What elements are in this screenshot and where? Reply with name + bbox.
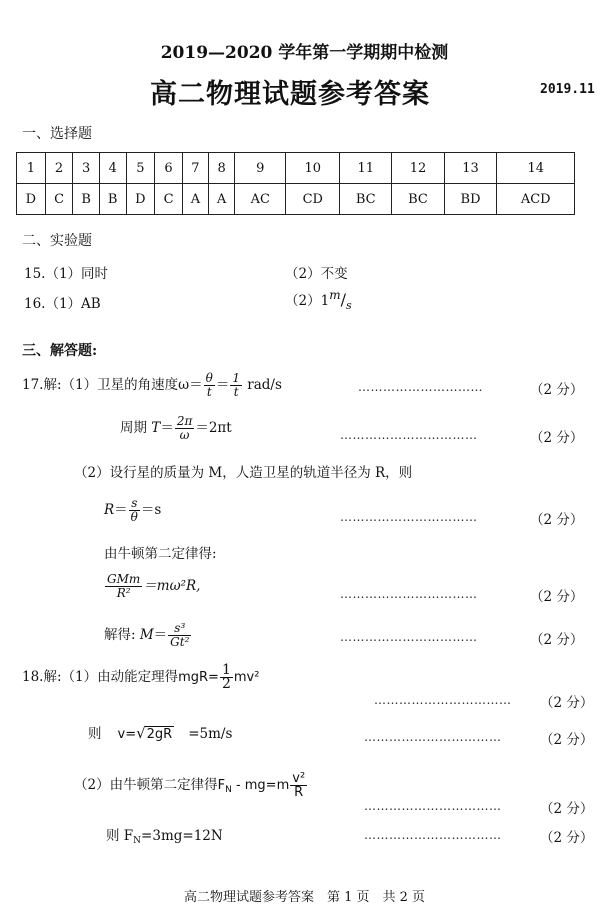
answer-7: A bbox=[182, 184, 208, 215]
q17-frac-2pi-omega: $\frac{2\pi}{\omega}$ bbox=[176, 414, 193, 442]
q17-gravity-eq: $\frac{\text{GMm}}{\text{R²}}$ ＝mω²R, bbox=[107, 572, 201, 600]
answer-8: A bbox=[209, 184, 235, 215]
q17-frac-theta-t: $\frac{\theta}{t}$ bbox=[205, 371, 213, 399]
score-17-4: （2 分） bbox=[530, 589, 584, 605]
answer-14: ACD bbox=[497, 184, 575, 215]
answer-2: C bbox=[45, 184, 73, 215]
q18-part1: 18.解:（1）由动能定理得mgR= $\frac{1}{2}$ mv² bbox=[22, 662, 260, 692]
q18-frac-half: $\frac{1}{2}$ bbox=[221, 662, 231, 692]
q17-part2: （2）设行星的质量为 M，人造卫星的轨道半径为 R，则 bbox=[74, 465, 413, 481]
q15-answer-2: （2）不变 bbox=[285, 266, 348, 282]
section3-heading: 三、解答题: bbox=[22, 343, 98, 359]
score-17-1: （2 分） bbox=[530, 382, 584, 398]
q17-frac-1-t: $\frac{1}{t}$ bbox=[232, 371, 240, 399]
q17-frac-s-theta: $\frac{s}{\theta}$ bbox=[130, 496, 138, 524]
date-label: 2019.11 bbox=[540, 82, 595, 97]
question-number-10: 10 bbox=[286, 153, 340, 184]
dots-18-2: …………………………… bbox=[364, 730, 502, 744]
score-17-5: （2 分） bbox=[530, 632, 584, 648]
q18-velocity: 则 v=√2gR =5m/s bbox=[88, 724, 233, 742]
question-number-6: 6 bbox=[155, 153, 183, 184]
answer-table bbox=[16, 152, 575, 215]
q17-newton: 由牛顿第二定律得: bbox=[104, 546, 217, 562]
dots-17-1: ………………………… bbox=[358, 380, 483, 394]
dots-18-3: …………………………… bbox=[364, 799, 502, 813]
dots-18-1: …………………………… bbox=[374, 693, 512, 707]
question-number-8: 8 bbox=[209, 153, 235, 184]
q17-frac-s3-Gt2: $\frac{\text{s³}}{\text{Gt²}}$ bbox=[170, 621, 190, 649]
q16-unit-den: s bbox=[345, 299, 352, 312]
question-number-2: 2 bbox=[45, 153, 73, 184]
score-17-3: （2 分） bbox=[530, 512, 584, 528]
q17-frac-GMm-R2: $\frac{\text{GMm}}{\text{R²}}$ bbox=[107, 572, 141, 600]
score-18-2: （2 分） bbox=[540, 732, 594, 748]
score-18-1: （2 分） bbox=[540, 695, 594, 711]
dots-17-3: …………………………… bbox=[340, 510, 478, 524]
q17-solution: 解得: M＝ $\frac{\text{s³}}{\text{Gt²}}$ bbox=[104, 621, 190, 649]
answer-key-title: 高二物理试题参考答案 bbox=[150, 79, 430, 110]
question-number-11: 11 bbox=[340, 153, 392, 184]
answer-10: CD bbox=[286, 184, 340, 215]
q16-answer-1: 16.（1）AB bbox=[24, 296, 101, 312]
section1-heading: 一、选择题 bbox=[22, 126, 92, 142]
q17-intro: 17.解:（1）卫星的角速度ω＝ bbox=[22, 377, 203, 393]
question-number-14: 14 bbox=[497, 153, 575, 184]
answer-4: B bbox=[99, 184, 126, 215]
q15-answer-1: 15.（1）同时 bbox=[24, 266, 109, 282]
question-number-3: 3 bbox=[73, 153, 100, 184]
dots-17-4: …………………………… bbox=[340, 587, 478, 601]
score-18-4: （2 分） bbox=[540, 830, 594, 846]
q16-value: （2）1 bbox=[285, 293, 330, 309]
answer-1: D bbox=[17, 184, 46, 215]
answer-6: C bbox=[155, 184, 183, 215]
question-number-7: 7 bbox=[182, 153, 208, 184]
dots-17-5: …………………………… bbox=[340, 630, 478, 644]
section2-heading: 二、实验题 bbox=[22, 233, 92, 249]
exam-title: 2019—2020 学年第一学期期中检测 bbox=[160, 43, 449, 63]
score-18-3: （2 分） bbox=[540, 801, 594, 817]
question-number-13: 13 bbox=[444, 153, 497, 184]
question-number-9: 9 bbox=[235, 153, 286, 184]
answer-3: B bbox=[73, 184, 100, 215]
q17-part1: 17.解:（1）卫星的角速度ω＝ $\frac{\theta}{t}$ ＝ $\frac{1}{t}$ rad/s bbox=[22, 371, 282, 399]
page-footer: 高二物理试题参考答案 第 1 页 共 2 页 bbox=[183, 890, 426, 905]
q18-part2: （2）由牛顿第二定律得$F_N - mg=m$ $\frac{\text{v²}}{R}$ bbox=[74, 771, 306, 800]
question-number-4: 4 bbox=[99, 153, 126, 184]
question-number-row bbox=[17, 153, 575, 184]
q17-period: 周期 T＝ $\frac{2\pi}{\omega}$ ＝2πt bbox=[120, 414, 232, 442]
dots-18-4: …………………………… bbox=[364, 828, 502, 842]
answer-12: BC bbox=[392, 184, 444, 215]
q16-unit-num: m bbox=[329, 288, 341, 302]
q18-intro: 18.解:（1）由动能定理得 bbox=[22, 669, 179, 685]
answer-row bbox=[17, 184, 575, 215]
dots-17-2: …………………………… bbox=[340, 428, 478, 442]
question-number-1: 1 bbox=[17, 153, 46, 184]
score-17-2: （2 分） bbox=[530, 430, 584, 446]
answer-11: BC bbox=[340, 184, 392, 215]
question-number-12: 12 bbox=[392, 153, 444, 184]
q16-answer-2: $(2)1m/_s$ bbox=[285, 288, 352, 312]
question-number-5: 5 bbox=[126, 153, 155, 184]
answer-9: AC bbox=[235, 184, 286, 215]
q18-final: 则 $F_N=3mg=12N$ bbox=[106, 828, 223, 846]
q17-radius: R＝ $\frac{s}{\theta}$ ＝s bbox=[104, 496, 162, 524]
answer-13: BD bbox=[444, 184, 497, 215]
q18-frac-v2-R: $\frac{\text{v²}}{R}$ bbox=[292, 771, 306, 800]
answer-5: D bbox=[126, 184, 155, 215]
